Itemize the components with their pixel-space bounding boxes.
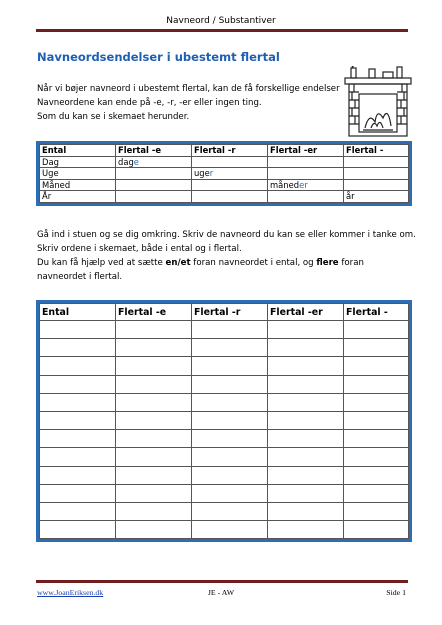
answer-input-cell[interactable] [344, 357, 409, 375]
example-header-cell: Flertal -e [116, 145, 192, 157]
example-table-cell [116, 191, 192, 203]
answer-input-cell[interactable] [268, 430, 344, 448]
intro-line-2: Navneordene kan ende på -e, -r, -er eller ingen ting. [37, 98, 262, 108]
task-line-2: Skriv ordene i skemaet, både i ental og i flertal. [37, 244, 242, 254]
example-table [39, 144, 409, 203]
example-cell-word: Uge [42, 168, 59, 179]
worksheet-heading: Navneordsendelser i ubestemt flertal [37, 50, 280, 64]
example-table-cell [116, 179, 192, 191]
answer-input-cell[interactable] [192, 521, 268, 539]
answer-input-cell[interactable] [40, 357, 116, 375]
example-table-cell [40, 156, 116, 168]
answer-input-cell[interactable] [192, 411, 268, 429]
example-cell-word: uge [194, 168, 210, 179]
answer-input-cell[interactable] [40, 339, 116, 357]
answer-input-cell[interactable] [344, 484, 409, 502]
footer-page-number: Side 1 [386, 588, 406, 597]
answer-table-row [40, 321, 409, 339]
answer-input-cell[interactable] [268, 375, 344, 393]
footer-author: JE - AW [207, 588, 235, 597]
answer-input-cell[interactable] [40, 484, 116, 502]
task-line-1: Gå ind i stuen og se dig omkring. Skriv de navneord du kan se eller kommer i tanke om. [37, 230, 416, 240]
answer-input-cell[interactable] [344, 411, 409, 429]
footer-website-link[interactable]: www.JoanEriksen.dk [37, 588, 104, 597]
answer-table-row [40, 393, 409, 411]
answer-input-cell[interactable] [40, 502, 116, 520]
answer-input-cell[interactable] [40, 466, 116, 484]
example-table-row [40, 191, 409, 203]
answer-table-row [40, 375, 409, 393]
example-header-cell: Flertal -er [268, 145, 344, 157]
answer-table-row [40, 430, 409, 448]
footer-rule [36, 580, 408, 583]
answer-input-cell[interactable] [192, 393, 268, 411]
answer-table-row [40, 466, 409, 484]
answer-input-cell[interactable] [344, 393, 409, 411]
example-cell-ending: er [299, 179, 308, 190]
answer-table [39, 303, 409, 539]
answer-input-cell[interactable] [268, 521, 344, 539]
answer-input-cell[interactable] [268, 448, 344, 466]
answer-input-cell[interactable] [192, 430, 268, 448]
answer-input-cell[interactable] [116, 466, 192, 484]
answer-input-cell[interactable] [192, 375, 268, 393]
example-table-cell [192, 179, 268, 191]
intro-line-3: Som du kan se i skemaet herunder. [37, 112, 190, 122]
example-table-cell [268, 156, 344, 168]
example-table-cell [268, 179, 344, 191]
answer-table-row [40, 448, 409, 466]
answer-input-cell[interactable] [40, 393, 116, 411]
answer-input-cell[interactable] [344, 430, 409, 448]
answer-input-cell[interactable] [40, 411, 116, 429]
example-header-cell: Ental [40, 145, 116, 157]
task-line-3-text-e: foran [338, 258, 364, 268]
task-line-3-text-c: foran navneordet i ental, og [190, 258, 317, 268]
header-rule [36, 29, 408, 32]
answer-input-cell[interactable] [344, 375, 409, 393]
example-table-cell [344, 168, 409, 180]
answer-input-cell[interactable] [344, 339, 409, 357]
example-cell-word: år [346, 191, 355, 202]
answer-input-cell[interactable] [268, 339, 344, 357]
answer-input-cell[interactable] [344, 521, 409, 539]
answer-input-cell[interactable] [116, 339, 192, 357]
answer-input-cell[interactable] [192, 448, 268, 466]
answer-table-row [40, 357, 409, 375]
answer-table-row [40, 339, 409, 357]
example-header-cell: Flertal -r [192, 145, 268, 157]
answer-input-cell[interactable] [344, 466, 409, 484]
task-line-3-text-a: Du kan få hjælp ved at sætte [37, 258, 166, 268]
example-table-cell [116, 168, 192, 180]
answer-input-cell[interactable] [192, 484, 268, 502]
answer-input-cell[interactable] [268, 393, 344, 411]
answer-input-cell[interactable] [40, 321, 116, 339]
answer-input-cell[interactable] [268, 484, 344, 502]
answer-input-cell[interactable] [268, 357, 344, 375]
task-line-3-flere: flere [316, 258, 339, 268]
answer-input-cell[interactable] [116, 375, 192, 393]
answer-header-cell: Flertal -er [268, 304, 344, 321]
answer-table-row [40, 502, 409, 520]
answer-input-cell[interactable] [116, 357, 192, 375]
page-header-title: Navneord / Substantiver [166, 16, 276, 26]
example-table-cell [192, 191, 268, 203]
example-table-row [40, 179, 409, 191]
example-table-row [40, 156, 409, 168]
example-table-row [40, 168, 409, 180]
example-cell-ending: e [133, 156, 139, 167]
example-cell-word: måned [270, 179, 300, 190]
answer-input-cell[interactable] [116, 393, 192, 411]
example-table-cell [40, 179, 116, 191]
example-cell-ending: r [209, 168, 214, 179]
example-table-cell [344, 191, 409, 203]
answer-input-cell[interactable] [116, 411, 192, 429]
answer-input-cell[interactable] [192, 339, 268, 357]
answer-table-frame [36, 300, 412, 542]
answer-input-cell[interactable] [268, 411, 344, 429]
answer-header-cell: Flertal - [344, 304, 409, 321]
task-line-3-en-et: en/et [165, 258, 191, 268]
example-table-cell [268, 191, 344, 203]
answer-input-cell[interactable] [344, 502, 409, 520]
example-cell-word: Måned [42, 179, 71, 190]
example-cell-word: Dag [42, 156, 59, 167]
answer-input-cell[interactable] [344, 321, 409, 339]
answer-table-row [40, 411, 409, 429]
example-header-cell: Flertal - [344, 145, 409, 157]
example-table-cell [192, 168, 268, 180]
example-table-cell [40, 168, 116, 180]
answer-input-cell[interactable] [116, 521, 192, 539]
answer-input-cell[interactable] [116, 448, 192, 466]
example-cell-word: År [42, 191, 52, 202]
answer-input-cell[interactable] [192, 466, 268, 484]
answer-input-cell[interactable] [40, 448, 116, 466]
intro-line-1: Når vi bøjer navneord i ubestemt flertal, kan de få forskellige endelser [37, 84, 340, 94]
answer-input-cell[interactable] [268, 502, 344, 520]
answer-input-cell[interactable] [268, 321, 344, 339]
answer-input-cell[interactable] [116, 321, 192, 339]
answer-input-cell[interactable] [192, 357, 268, 375]
answer-header-cell: Flertal -r [192, 304, 268, 321]
example-table-cell [268, 168, 344, 180]
fireplace-icon [343, 66, 413, 138]
example-cell-word: dag [118, 156, 134, 167]
answer-input-cell[interactable] [40, 430, 116, 448]
answer-header-cell: Ental [40, 304, 116, 321]
answer-input-cell[interactable] [116, 430, 192, 448]
answer-input-cell[interactable] [116, 484, 192, 502]
example-table-cell [116, 156, 192, 168]
example-table-cell [192, 156, 268, 168]
answer-input-cell[interactable] [40, 375, 116, 393]
example-table-frame [36, 141, 412, 206]
answer-table-header-row [40, 304, 409, 321]
answer-table-row [40, 521, 409, 539]
answer-input-cell[interactable] [192, 321, 268, 339]
answer-input-cell[interactable] [344, 448, 409, 466]
answer-input-cell[interactable] [116, 502, 192, 520]
example-table-cell [344, 179, 409, 191]
answer-input-cell[interactable] [40, 521, 116, 539]
example-table-cell [344, 156, 409, 168]
example-table-header-row [40, 145, 409, 157]
answer-table-row [40, 484, 409, 502]
answer-header-cell: Flertal -e [116, 304, 192, 321]
task-line-3 [37, 258, 364, 268]
answer-input-cell[interactable] [268, 466, 344, 484]
example-table-cell [40, 191, 116, 203]
task-line-4: navneordet i flertal. [37, 272, 123, 282]
answer-input-cell[interactable] [192, 502, 268, 520]
